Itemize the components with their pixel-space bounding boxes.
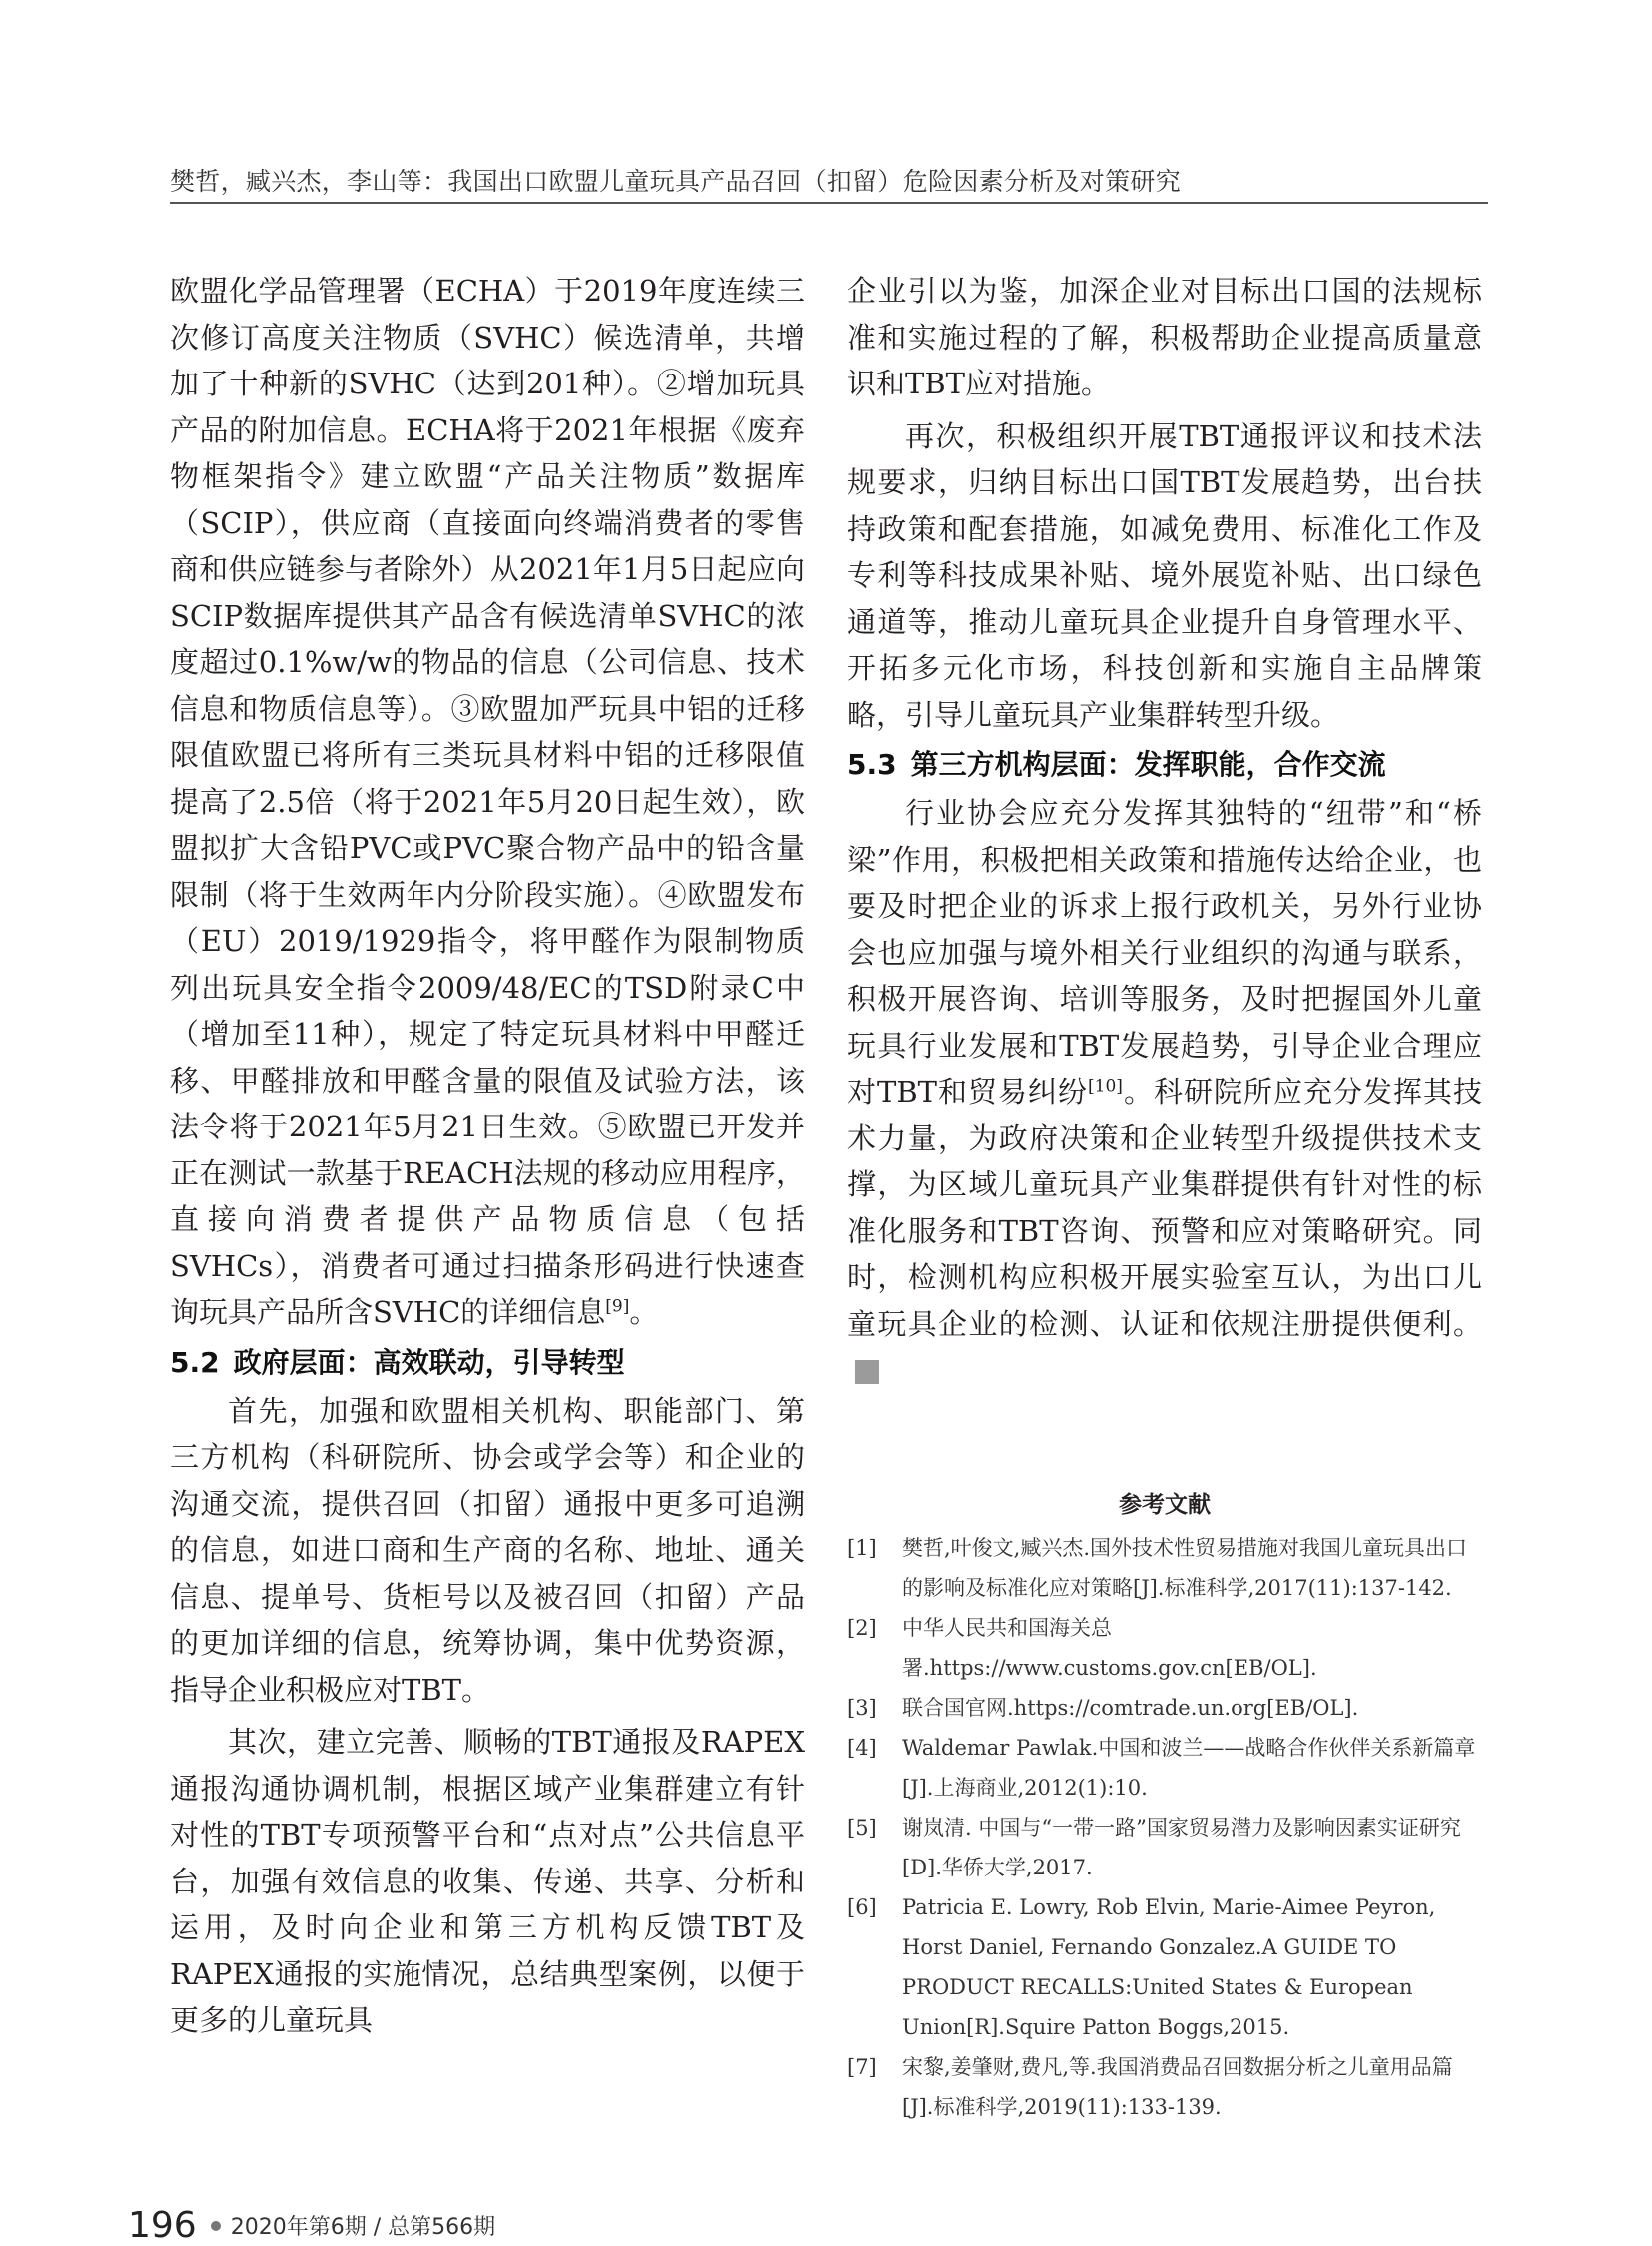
reference-number: [4] xyxy=(847,1736,877,1760)
citation: [10] xyxy=(1088,1076,1123,1097)
reference-text: 宋黎,姜肇财,费凡,等.我国消费品召回数据分析之儿童用品篇[J].标准科学,2019(11):133-139. xyxy=(902,2055,1453,2119)
reference-item xyxy=(847,1728,1482,1808)
reference-text: 联合国官网.https://comtrade.un.org[EB/OL]. xyxy=(902,1696,1359,1720)
section-number: 5.2 xyxy=(170,1345,220,1379)
reference-number: [1] xyxy=(847,1536,877,1560)
reference-text: Waldemar Pawlak.中国和波兰——战略合作伙伴关系新篇章[J].上海商业,2012(1):10. xyxy=(902,1736,1476,1800)
references-list xyxy=(847,1528,1482,2127)
reference-text: 谢岚清. 中国与“一带一路”国家贸易潜力及影响因素实证研究[D].华侨大学,2017. xyxy=(902,1816,1461,1879)
page-footer xyxy=(128,2205,495,2246)
reference-item xyxy=(847,1808,1482,1887)
section-heading-5-3 xyxy=(847,742,1482,788)
section-title: 政府层面：高效联动，引导转型 xyxy=(233,1345,625,1379)
section-number: 5.3 xyxy=(847,748,897,781)
header-rule xyxy=(170,202,1488,204)
reference-text: Patricia E. Lowry, Rob Elvin, Marie-Aimee Peyron, Horst Daniel, Fernando Gonzalez.A GUIDE TO PRODUCT RECALLS:United States & European Union[R].Squire Patton Boggs,2015. xyxy=(902,1895,1436,2039)
references-title: 参考文献 xyxy=(1119,1492,1211,1518)
paragraph: 企业引以为鉴，加深企业对目标出口国的法规标准和实施过程的了解，积极帮助企业提高质量意识和TBT应对措施。 xyxy=(847,274,1482,400)
reference-item xyxy=(847,1528,1482,1608)
reference-number: [5] xyxy=(847,1816,877,1840)
running-title: 樊哲，臧兴杰，李山等：我国出口欧盟儿童玩具产品召回（扣留）危险因素分析及对策研究 xyxy=(170,167,1182,196)
right-column xyxy=(847,268,1482,1394)
reference-number: [7] xyxy=(847,2055,877,2079)
citation: [9] xyxy=(605,1296,630,1317)
paragraph-text: 行业协会应充分发挥其独特的“纽带”和“桥梁”作用，积极把相关政策和措施传达给企业，也要及时把企业的诉求上报行政机关，另外行业协会也应加强与境外相关行业组织的沟通与联系，积极开展咨询、培训等服务，及时把握国外儿童玩具行业发展和TBT发展趋势，引导企业合理应对TBT和贸易纠纷 xyxy=(847,796,1482,1109)
paragraph: 其次，建立完善、顺畅的TBT通报及RAPEX通报沟通协调机制，根据区域产业集群建立有针对性的TBT专项预警平台和“点对点”公共信息平台，加强有效信息的收集、传递、共享、分析和运用，及时向企业和第三方机构反馈TBT及RAPEX通报的实施情况，总结典型案例，以便于更多的儿童玩具 xyxy=(170,1725,805,2037)
reference-text: 樊哲,叶俊文,臧兴杰.国外技术性贸易措施对我国儿童玩具出口的影响及标准化应对策略[J].标准科学,2017(11):137-142. xyxy=(902,1536,1468,1600)
left-column xyxy=(170,268,805,2044)
section-title: 第三方机构层面：发挥职能，合作交流 xyxy=(910,748,1386,781)
section-heading-5-2 xyxy=(170,1340,805,1386)
page-number: 196 xyxy=(128,2205,197,2246)
issue-info: 2020年第6期 / 总第566期 xyxy=(230,2215,496,2240)
reference-number: [3] xyxy=(847,1696,877,1720)
paragraph-text: 欧盟化学品管理署（ECHA）于2019年度连续三次修订高度关注物质（SVHC）候选清单，共增加了十种新的SVHC（达到201种）。②增加玩具产品的附加信息。ECHA将于2021年根据《废弃物框架指令》建立欧盟“产品关注物质”数据库（SCIP），供应商（直接面向终端消费者的零售商和供应链参与者除外）从2021年1月5日起应向SCIP数据库提供其产品含有候选清单SVHC的浓度超过0.1%w/w的物品的信息（公司信息、技术信息和物质信息等）。③欧盟加严玩具中铝的迁移限值欧盟已将所有三类玩具材料中铝的迁移限值提高了2.5倍（将于2021年5月20日起生效），欧盟拟扩大含铅PVC或PVC聚合物产品中的铅含量限制（将于生效两年内分阶段实施）。④欧盟发布（EU）2019/1929指令，将甲醛作为限制物质列出玩具安全指令2009/48/EC的TSD附录C中（增加至11种），规定了特定玩具材料中甲醛迁移、甲醛排放和甲醛含量的限值及试验方法，该法令将于2021年5月21日生效。⑤欧盟已开发并正在测试一款基于REACH法规的移动应用程序，直接向消费者提供产品物质信息（包括SVHCs），消费者可通过扫描条形码进行快速查询玩具产品所含SVHC的详细信息 xyxy=(170,274,805,1329)
reference-item xyxy=(847,1688,1482,1728)
reference-item xyxy=(847,1608,1482,1688)
paragraph-end: 。 xyxy=(629,1295,659,1329)
paragraph: 首先，加强和欧盟相关机构、职能部门、第三方机构（科研院所、协会或学会等）和企业的沟通交流，提供召回（扣留）通报中更多可追溯的信息，如进口商和生产商的名称、地址、通关信息、提单号、货柜号以及被召回（扣留）产品的更加详细的信息，统筹协调，集中优势资源，指导企业积极应对TBT。 xyxy=(170,1393,805,1707)
paragraph xyxy=(847,790,1482,1394)
paragraph: 再次，积极组织开展TBT通报评议和技术法规要求，归纳目标出口国TBT发展趋势，出台扶持政策和配套措施，如减免费用、标准化工作及专利等科技成果补贴、境外展览补贴、出口绿色通道等，推动儿童玩具企业提升自身管理水平、开拓多元化市场，科技创新和实施自主品牌策略，引导儿童玩具产业集群转型升级。 xyxy=(847,418,1482,732)
reference-item xyxy=(847,2047,1482,2127)
reference-number: [2] xyxy=(847,1616,877,1640)
end-mark-icon: ■ xyxy=(855,1360,879,1384)
reference-text: 中华人民共和国海关总署.https://www.customs.gov.cn[EB/OL]. xyxy=(902,1616,1317,1680)
paragraph xyxy=(170,268,805,1336)
paragraph-text: 。科研院所应充分发挥其技术力量，为政府决策和企业转型升级提供技术支撑，为区域儿童玩具产业集群提供有针对性的标准化服务和TBT咨询、预警和应对策略研究。同时，检测机构应积极开展实验室互认，为出口儿童玩具企业的检测、认证和依规注册提供便利。 xyxy=(847,1075,1482,1341)
bullet-icon xyxy=(211,2221,221,2231)
reference-number: [6] xyxy=(847,1895,877,1919)
reference-item xyxy=(847,1887,1482,2047)
